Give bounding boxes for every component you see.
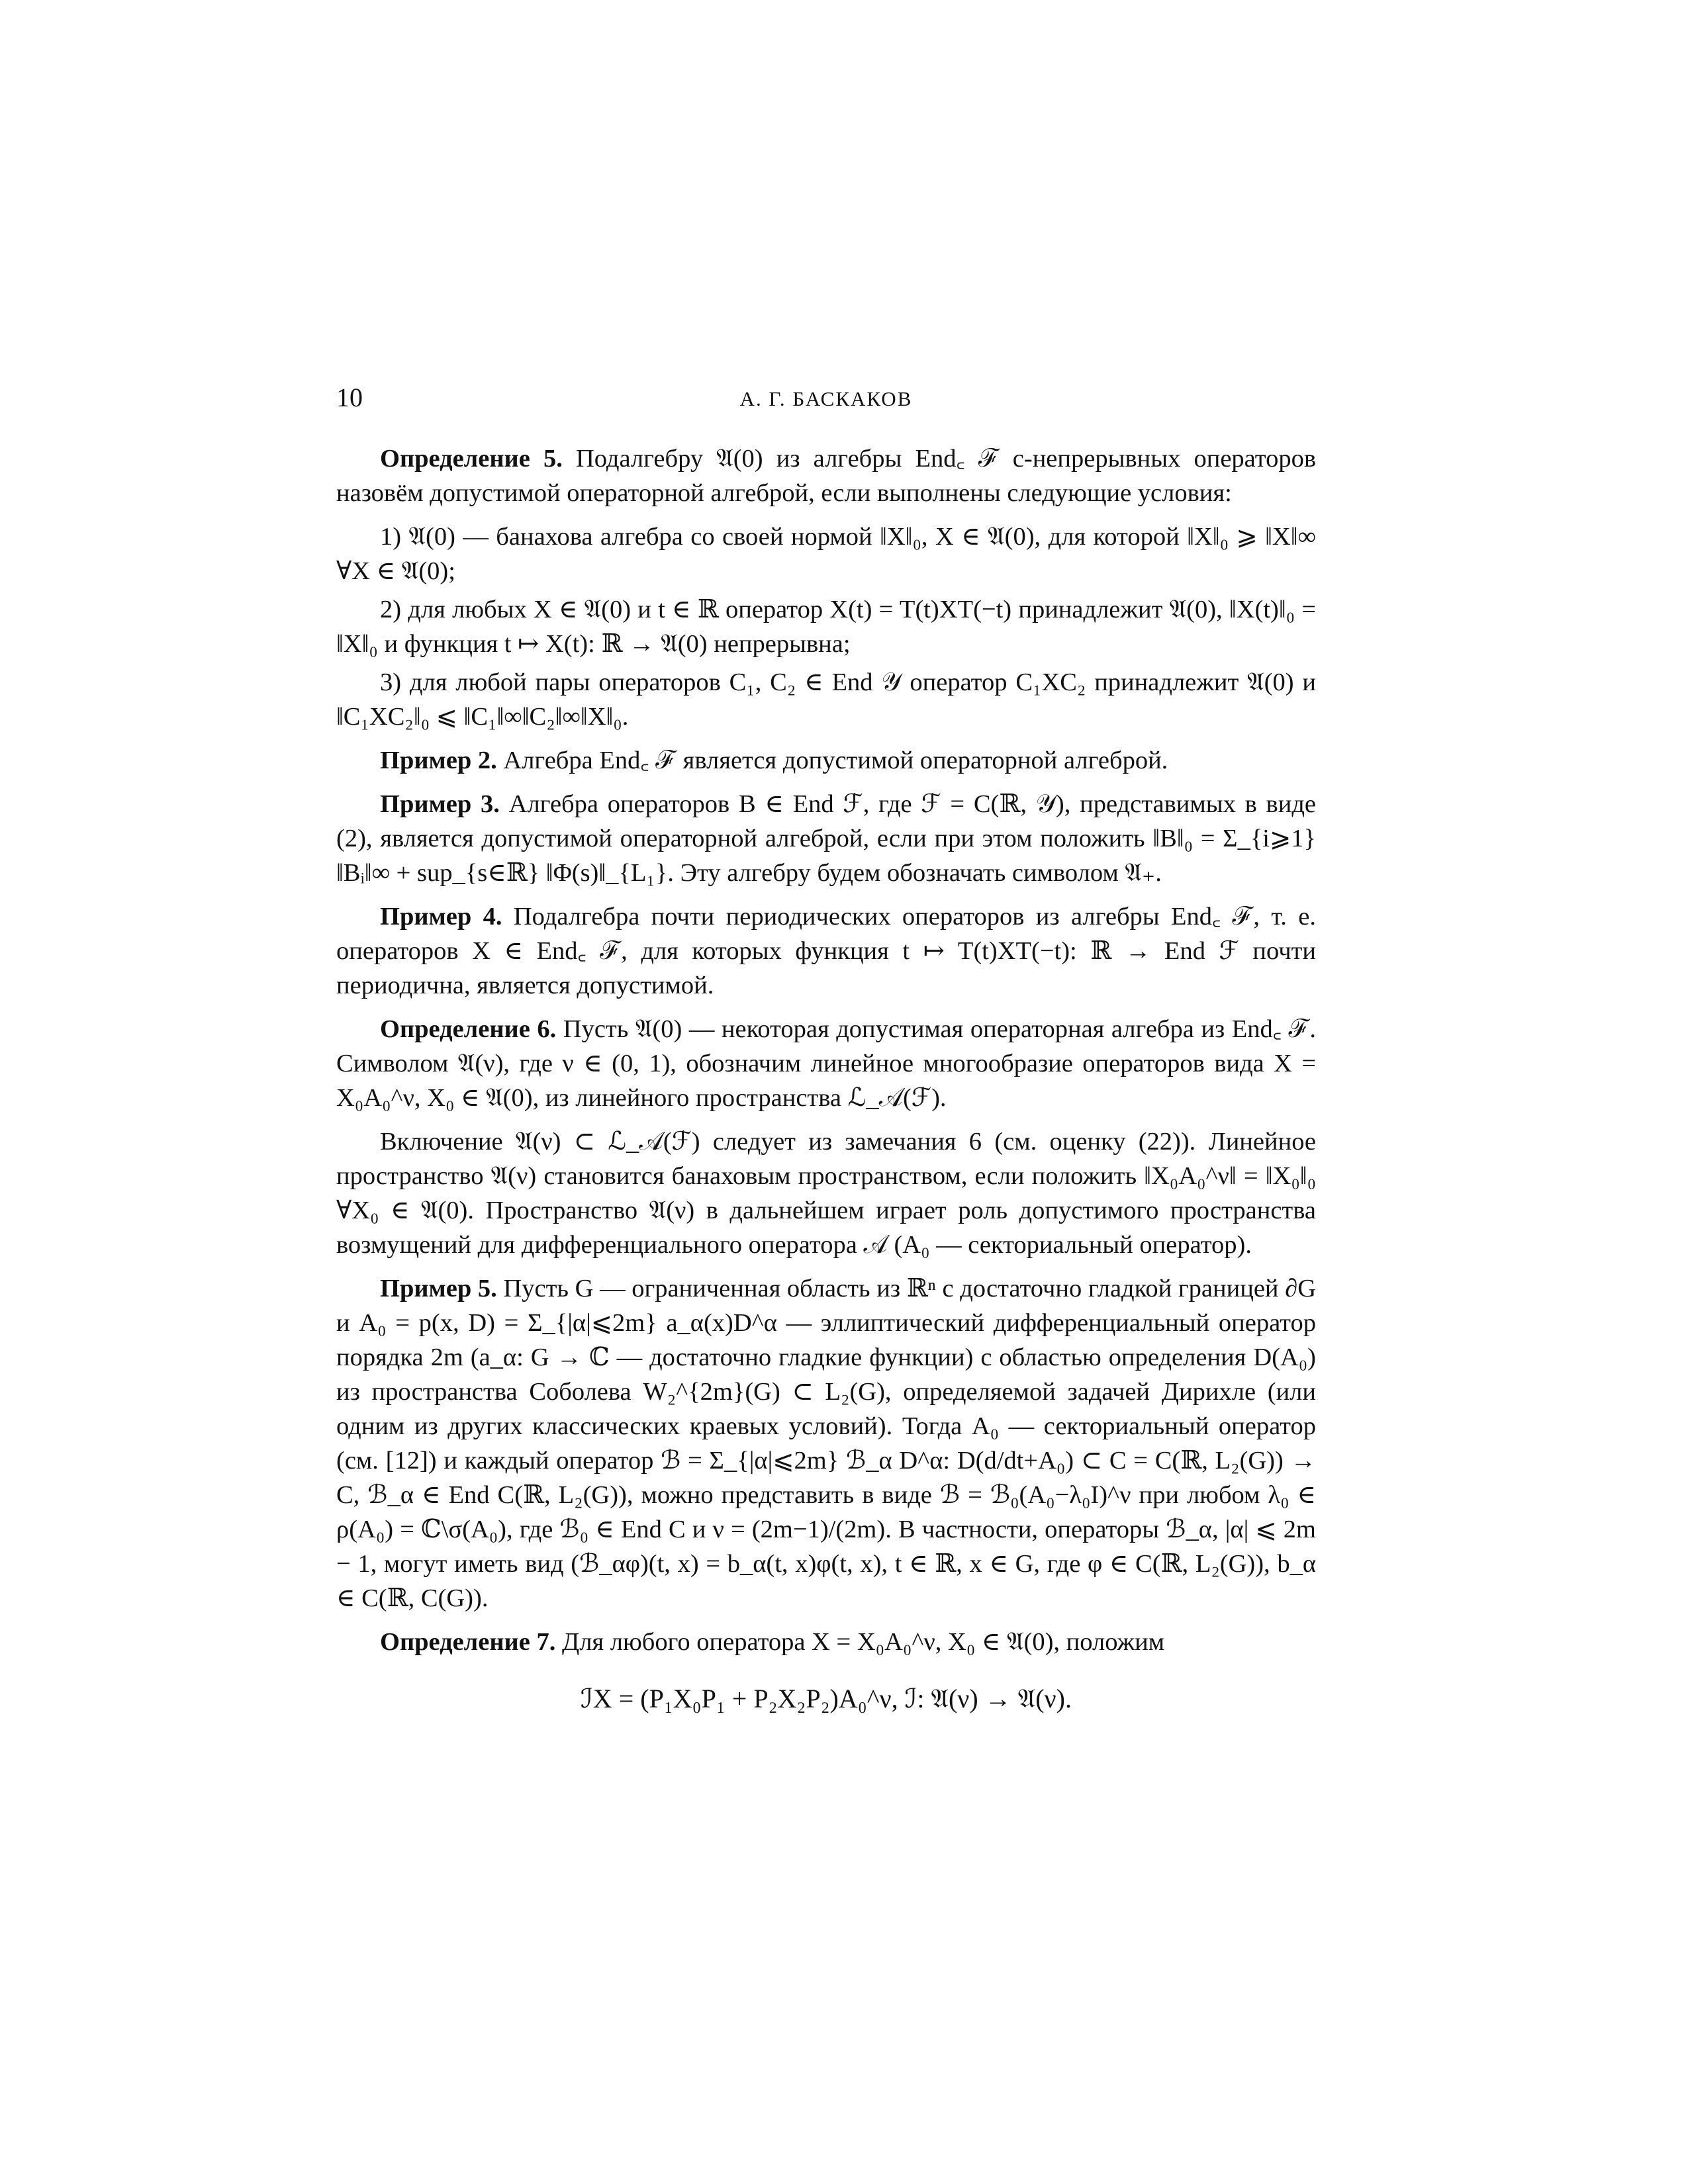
example-4-head: Пример 4. — [380, 903, 502, 931]
condition-3 — [336, 665, 1316, 734]
example-2-text: Алгебра End꜀ ℱ является допустимой операторной алгеброй. — [496, 747, 1168, 774]
definition-7 — [336, 1625, 1316, 1659]
example-4-text: Подалгебра почти периодических операторов из алгебры End꜀ ℱ, т. е. операторов X ∈ End꜀ ℱ, для которых функция t ↦ T(t)XT(−t): ℝ → End ℱ почти периодична, является допустимой. — [336, 903, 1316, 999]
example-2 — [336, 743, 1316, 778]
example-5 — [336, 1271, 1316, 1615]
condition-3-text: 3) для любой пары операторов C₁, C₂ ∈ End 𝒴 оператор C₁XC₂ принадлежит 𝔄(0) и ‖C₁XC₂‖₀ ⩽ ‖C₁‖∞‖C₂‖∞‖X‖₀. — [336, 668, 1316, 731]
page-number: 10 — [336, 383, 363, 412]
example-5-head: Пример 5. — [380, 1275, 497, 1302]
definition-7-head: Определение 7. — [380, 1628, 556, 1656]
page-body — [336, 381, 1316, 1725]
inclusion-text: Включение 𝔄(ν) ⊂ ℒ_𝒜(ℱ) следует из замечания 6 (см. оценку (22)). Линейное пространство 𝔄(ν) становится банаховым пространством, если положить ‖X₀A₀^ν‖ = ‖X₀‖₀ ∀X₀ ∈ 𝔄(0). Пространство 𝔄(ν) в дальнейшем играет роль допустимого пространства возмущений для дифференциального оператора 𝒜 (A₀ — секториальный оператор). — [336, 1128, 1316, 1259]
definition-6-head: Определение 6. — [380, 1015, 557, 1043]
example-5-text: Пусть G — ограниченная область из ℝⁿ с достаточно гладкой границей ∂G и A₀ = p(x, D) = Σ_{|α|⩽2m} a_α(x)D^α — эллиптический дифференциальный оператор порядка 2m (a_α: G → ℂ — достаточно гладкие функции) с областью определения D(A₀) из пространства Соболева W₂^{2m}(G) ⊂ L₂(G), определяемой задачей Дирихле (или одним из других классических краевых условий). Тогда A₀ — секториальный оператор (см. [12]) и каждый оператор ℬ = Σ_{|α|⩽2m} ℬ_α D^α: D(d/dt+A₀) ⊂ C = C(ℝ, L₂(G)) → C, ℬ_α ∈ End C(ℝ, L₂(G)), можно представить в виде ℬ = ℬ₀(A₀−λ₀I)^ν при любом λ₀ ∈ ρ(A₀) = ℂ\σ(A₀), где ℬ₀ ∈ End C и ν = (2m−1)/(2m). В частности, операторы ℬ_α, |α| ⩽ 2m − 1, могут иметь вид (ℬ_αφ)(t, x) = b_α(t, x)φ(t, x), t ∈ ℝ, x ∈ G, где φ ∈ C(ℝ, L₂(G)), b_α ∈ C(ℝ, C(G)). — [336, 1275, 1317, 1612]
definition-5-text: Подалгебру 𝔄(0) из алгебры End꜀ ℱ c-непрерывных операторов назовём допустимой операторной алгеброй, если выполнены следующие условия: — [336, 445, 1316, 507]
definition-6 — [336, 1012, 1316, 1115]
running-head — [336, 381, 1316, 415]
condition-2 — [336, 592, 1316, 661]
example-3 — [336, 787, 1316, 890]
inclusion-paragraph — [336, 1124, 1316, 1262]
condition-1 — [336, 520, 1316, 588]
definition-7-text: Для любого оператора X = X₀A₀^ν, X₀ ∈ 𝔄(0), положим — [555, 1628, 1165, 1656]
definition-6-text: Пусть 𝔄(0) — некоторая допустимая операторная алгебра из End꜀ ℱ. Символом 𝔄(ν), где ν ∈ (0, 1), обозначим линейное многообразие операторов вида X = X₀A₀^ν, X₀ ∈ 𝔄(0), из линейного пространства ℒ_𝒜(ℱ). — [336, 1015, 1316, 1112]
condition-1-text: 1) 𝔄(0) — банахова алгебра со своей нормой ‖X‖₀, X ∈ 𝔄(0), для которой ‖X‖₀ ⩾ ‖X‖∞ ∀X ∈ 𝔄(0); — [336, 523, 1316, 585]
running-title: А. Г. БАСКАКОВ — [739, 387, 913, 410]
definition-5 — [336, 441, 1316, 510]
definition-5-head: Определение 5. — [380, 445, 563, 473]
example-3-text: Алгебра операторов B ∈ End ℱ, где ℱ = C(ℝ, 𝒴), представимых в виде (2), является допустимой операторной алгеброй, если при этом положить ‖B‖₀ = Σ_{i⩾1} ‖Bᵢ‖∞ + sup_{s∈ℝ} ‖Φ(s)‖_{L₁}. Эту алгебру будем обозначать символом 𝔄₊. — [336, 790, 1316, 887]
display-formula: ℐX = (P₁X₀P₁ + P₂X₂P₂)A₀^ν, ℐ: 𝔄(ν) → 𝔄(ν). — [581, 1684, 1072, 1713]
example-2-head: Пример 2. — [380, 747, 497, 774]
example-3-head: Пример 3. — [380, 790, 500, 818]
example-4 — [336, 899, 1316, 1003]
condition-2-text: 2) для любых X ∈ 𝔄(0) и t ∈ ℝ оператор X(t) = T(t)XT(−t) принадлежит 𝔄(0), ‖X(t)‖₀ = ‖X‖₀ и функция t ↦ X(t): ℝ → 𝔄(0) непрерывна; — [336, 596, 1316, 658]
